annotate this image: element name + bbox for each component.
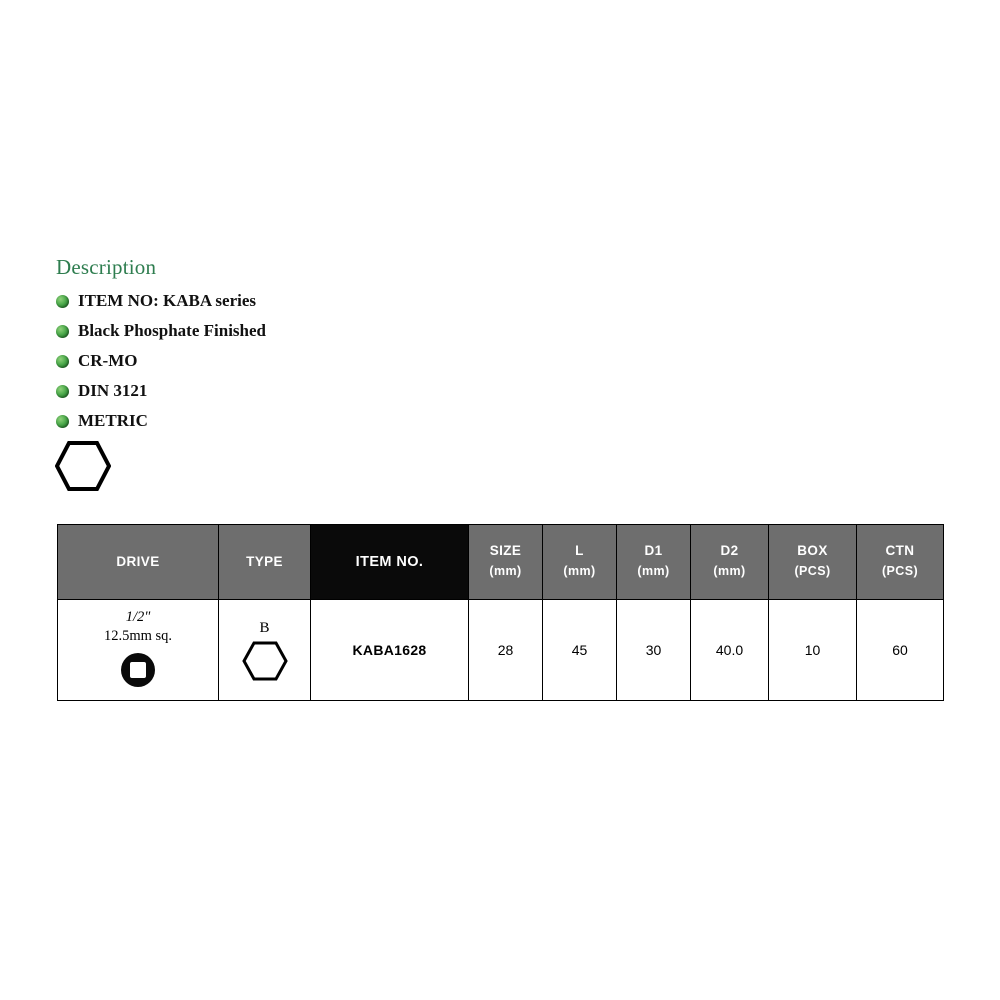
list-item	[56, 376, 576, 406]
column-header-size	[469, 525, 543, 600]
cell-l: 45	[543, 600, 617, 701]
header-sub-text: (mm)	[637, 564, 670, 578]
cell-drive	[58, 600, 219, 701]
description-item-label: Black Phosphate Finished	[78, 321, 266, 340]
header-main-text: ITEM NO.	[355, 554, 424, 570]
cell-box: 10	[769, 600, 857, 701]
hexagon-outline-icon	[219, 639, 310, 683]
green-sphere-bullet-icon	[56, 415, 69, 428]
table-row	[58, 600, 944, 701]
description-item-label: METRIC	[78, 411, 148, 430]
green-sphere-bullet-icon	[56, 325, 69, 338]
cell-size: 28	[469, 600, 543, 701]
column-header-l	[543, 525, 617, 600]
header-sub-text: (mm)	[563, 564, 596, 578]
header-main-text: L	[575, 543, 584, 558]
table-header-row	[58, 525, 944, 600]
type-letter: B	[259, 619, 270, 636]
column-header-drive	[58, 525, 219, 600]
list-item	[56, 346, 576, 376]
header-main-text: DRIVE	[116, 554, 160, 569]
cell-d2: 40.0	[691, 600, 769, 701]
header-sub-text: (mm)	[489, 564, 522, 578]
header-sub-text: (PCS)	[794, 564, 831, 578]
drive-size-mm: 12.5mm sq.	[103, 628, 173, 644]
green-sphere-bullet-icon	[56, 295, 69, 308]
column-header-d2	[691, 525, 769, 600]
cell-type	[219, 600, 311, 701]
list-item	[56, 316, 576, 346]
header-main-text: D1	[644, 543, 663, 558]
column-header-item-no	[311, 525, 469, 600]
description-list	[56, 286, 576, 436]
header-main-text: BOX	[797, 543, 828, 558]
header-sub-text: (PCS)	[881, 564, 919, 578]
green-sphere-bullet-icon	[56, 385, 69, 398]
cell-ctn: 60	[857, 600, 944, 701]
header-main-text: TYPE	[246, 554, 283, 569]
list-item	[56, 406, 576, 436]
header-sub-text: (mm)	[713, 564, 746, 578]
description-block	[56, 255, 576, 436]
description-item-label: ITEM NO: KABA series	[78, 291, 257, 310]
specification-table	[57, 524, 944, 701]
description-title: Description	[56, 255, 157, 279]
column-header-type	[219, 525, 311, 600]
green-sphere-bullet-icon	[56, 355, 69, 368]
drive-size-inch: 1/2"	[125, 609, 151, 625]
cell-item-no: KABA1628	[311, 600, 469, 701]
cell-d1: 30	[617, 600, 691, 701]
square-drive-icon	[58, 648, 218, 692]
column-header-ctn	[857, 525, 944, 600]
header-main-text: CTN	[885, 543, 915, 558]
column-header-box	[769, 525, 857, 600]
hexagon-outline-icon	[55, 440, 111, 497]
description-item-label: DIN 3121	[78, 381, 148, 400]
description-item-label: CR-MO	[78, 351, 138, 370]
list-item	[56, 286, 576, 316]
header-main-text: SIZE	[489, 543, 522, 558]
header-main-text: D2	[720, 543, 739, 558]
column-header-d1	[617, 525, 691, 600]
